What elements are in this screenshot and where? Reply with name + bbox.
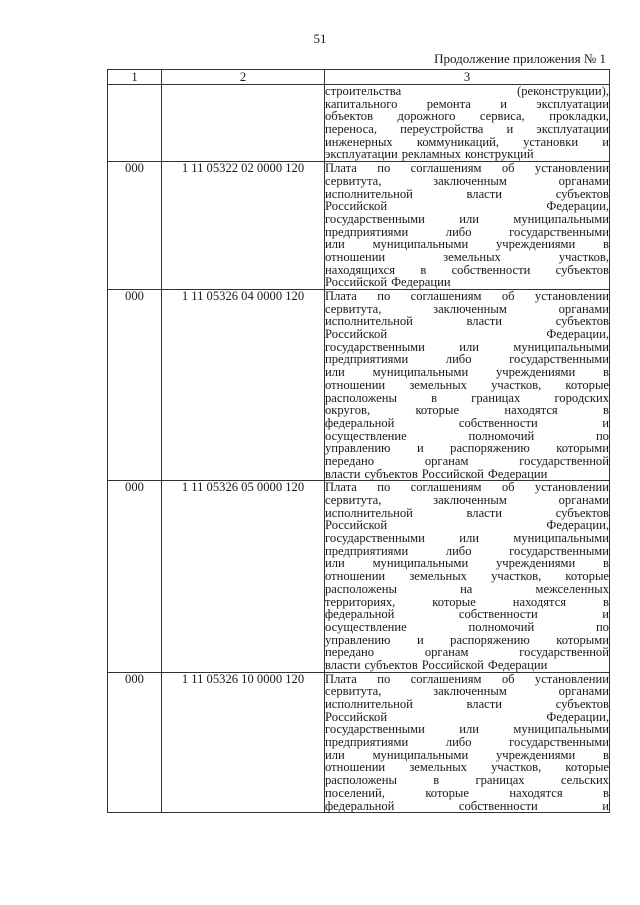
description-line: государственными или муниципальными <box>325 211 609 226</box>
description-line: отношении земельных участков, которые <box>325 760 609 775</box>
description-line: отношении земельных участков, которые <box>325 377 609 392</box>
description-line: сервитута, заключенным органами <box>325 684 609 699</box>
table-body <box>108 85 610 813</box>
description-line: Российской Федерации, <box>325 518 609 533</box>
description-line: осуществление полномочий по <box>325 619 609 634</box>
admin-code-cell <box>108 85 162 162</box>
description-line: расположены в границах городских <box>325 390 609 405</box>
description-line: отношении земельных участков, которые <box>325 569 609 584</box>
description-cell <box>325 481 610 672</box>
description-line: поселений, которые находятся в <box>325 785 609 800</box>
column-header-2: 2 <box>162 70 325 85</box>
description-line: или муниципальными учреждениями в <box>325 556 609 571</box>
description-line: округов, которые находятся в <box>325 403 609 418</box>
description-line: переноса, переустройства и эксплуатации <box>325 122 609 137</box>
column-header-3: 3 <box>325 70 610 85</box>
revenue-code-cell: 1 11 05322 02 0000 120 <box>162 162 325 290</box>
description-line: Плата по соглашениям об установлении <box>325 289 609 303</box>
description-line: власти субъектов Российской Федерации <box>325 657 548 672</box>
description-line: государственными или муниципальными <box>325 339 609 354</box>
description-line: исполнительной власти субъектов <box>325 314 609 329</box>
table-row <box>108 672 610 813</box>
description-line: или муниципальными учреждениями в <box>325 365 609 380</box>
description-cell <box>325 85 610 162</box>
description-line: инженерных коммуникаций, установки и <box>325 134 609 149</box>
description-line: власти субъектов Российской Федерации <box>325 466 548 481</box>
page-number: 51 <box>313 31 327 46</box>
description-line: передано органам государственной <box>325 453 609 468</box>
revenue-code-cell: 1 11 05326 05 0000 120 <box>162 481 325 672</box>
description-line: Российской Федерации <box>325 275 451 290</box>
description-line: предприятиями либо государственными <box>325 543 609 558</box>
description-line: Российской Федерации, <box>325 327 609 342</box>
admin-code-cell: 000 <box>108 162 162 290</box>
table-row <box>108 290 610 481</box>
description-line: расположены в границах сельских <box>325 773 609 788</box>
description-line: Плата по соглашениям об установлении <box>325 480 609 495</box>
description-line: находящихся в собственности субъектов <box>325 262 609 277</box>
description-cell <box>325 162 610 290</box>
classification-table <box>107 69 610 813</box>
description-line: предприятиями либо государственными <box>325 224 609 239</box>
description-line: строительства (реконструкции), <box>325 84 609 98</box>
revenue-code-cell <box>162 85 325 162</box>
description-line: расположены на межселенных <box>325 581 609 596</box>
description-line: Российской Федерации, <box>325 199 609 214</box>
description-line: или муниципальными учреждениями в <box>325 237 609 252</box>
description-cell <box>325 290 610 481</box>
admin-code-cell: 000 <box>108 290 162 481</box>
description-cell <box>325 672 610 813</box>
description-line: государственными или муниципальными <box>325 531 609 546</box>
description-line: сервитута, заключенным органами <box>325 301 609 316</box>
description-line: сервитута, заключенным органами <box>325 493 609 507</box>
description-line: капитального ремонта и эксплуатации <box>325 96 609 111</box>
description-line: отношении земельных участков, <box>325 249 609 264</box>
description-line: осуществление полномочий по <box>325 428 609 443</box>
table-row <box>108 162 610 290</box>
admin-code-cell: 000 <box>108 672 162 813</box>
description-line: управлению и распоряжению которыми <box>325 632 609 647</box>
description-line: объектов дорожного сервиса, прокладки, <box>325 109 609 124</box>
description-line: федеральной собственности и <box>325 415 609 430</box>
description-line: исполнительной власти субъектов <box>325 505 609 520</box>
revenue-code-cell: 1 11 05326 04 0000 120 <box>162 290 325 481</box>
description-line: исполнительной власти субъектов <box>325 186 609 201</box>
description-line: федеральной собственности и <box>325 798 609 813</box>
description-line: передано органам государственной <box>325 645 609 660</box>
description-line: федеральной собственности и <box>325 607 609 622</box>
description-line: Плата по соглашениям об установлении <box>325 671 609 686</box>
revenue-code-cell: 1 11 05326 10 0000 120 <box>162 672 325 813</box>
column-header-1: 1 <box>108 70 162 85</box>
description-line: или муниципальными учреждениями в <box>325 747 609 762</box>
description-line: управлению и распоряжению которыми <box>325 441 609 456</box>
description-line: предприятиями либо государственными <box>325 352 609 367</box>
description-line: территориях, которые находятся в <box>325 594 609 609</box>
description-line: Российской Федерации, <box>325 709 609 724</box>
appendix-continuation-note: Продолжение приложения № 1 <box>434 51 606 66</box>
description-line: предприятиями либо государственными <box>325 735 609 750</box>
admin-code-cell: 000 <box>108 481 162 672</box>
table-header-row <box>108 70 610 85</box>
description-line: исполнительной власти субъектов <box>325 697 609 711</box>
description-line: государственными или муниципальными <box>325 722 609 737</box>
description-line: эксплуатации рекламных конструкций <box>325 147 534 162</box>
description-line: сервитута, заключенным органами <box>325 173 609 188</box>
table-row <box>108 85 610 162</box>
table-row <box>108 481 610 672</box>
description-line: Плата по соглашениям об установлении <box>325 161 609 176</box>
